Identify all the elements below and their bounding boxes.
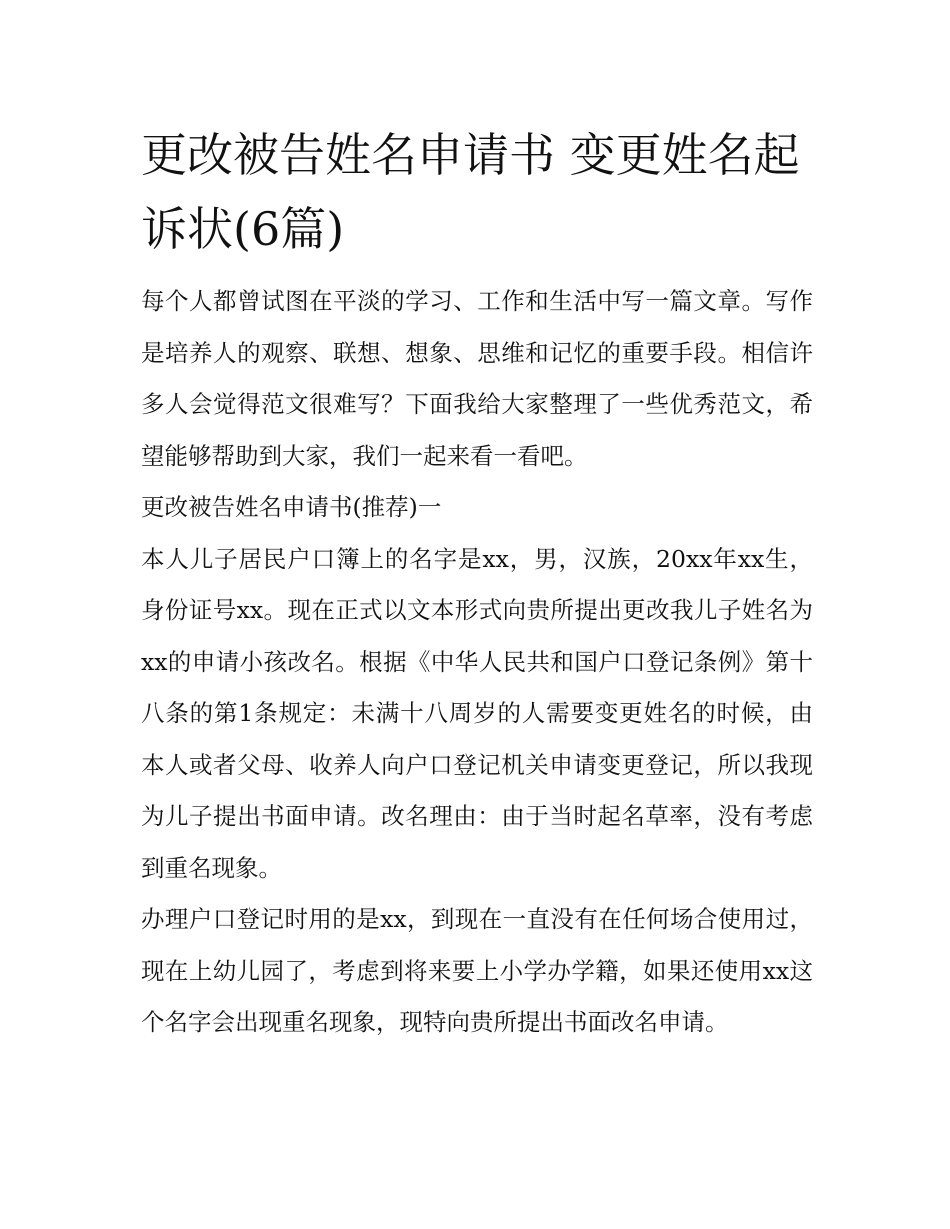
document-body	[141, 118, 813, 1049]
intro-paragraph: 每个人都曾试图在平淡的学习、工作和生活中写一篇文章。写作是培养人的观察、联想、想象、思维和记忆的重要手段。相信许多人会觉得范文很难写？下面我给大家整理了一些优秀范文，希望能够帮助到大家，我们一起来看一看吧。	[141, 287, 813, 470]
section-heading: 更改被告姓名申请书(推荐)一	[141, 493, 442, 521]
body-paragraph: 办理户口登记时用的是xx，到现在一直没有在任何场合使用过，现在上幼儿园了，考虑到将来要上小学办学籍，如果还使用xx这个名字会出现重名现象，现特向贵所提出书面改名申请。	[141, 905, 813, 1036]
body-paragraph: 本人儿子居民户口簿上的名字是xx，男，汉族，20xx年xx生，身份证号xx。现在正式以文本形式向贵所提出更改我儿子姓名为xx的申请小孩改名。根据《中华人民共和国户口登记条例》第十八条的第1条规定：未满十八周岁的人需要变更姓名的时候，由本人或者父母、收养人向户口登记机关申请变更登记，所以我现为儿子提出书面申请。改名理由：由于当时起名草率，没有考虑到重名现象。	[141, 544, 813, 882]
document-title: 更改被告姓名申请书 变更姓名起诉状(6篇)	[141, 128, 800, 256]
